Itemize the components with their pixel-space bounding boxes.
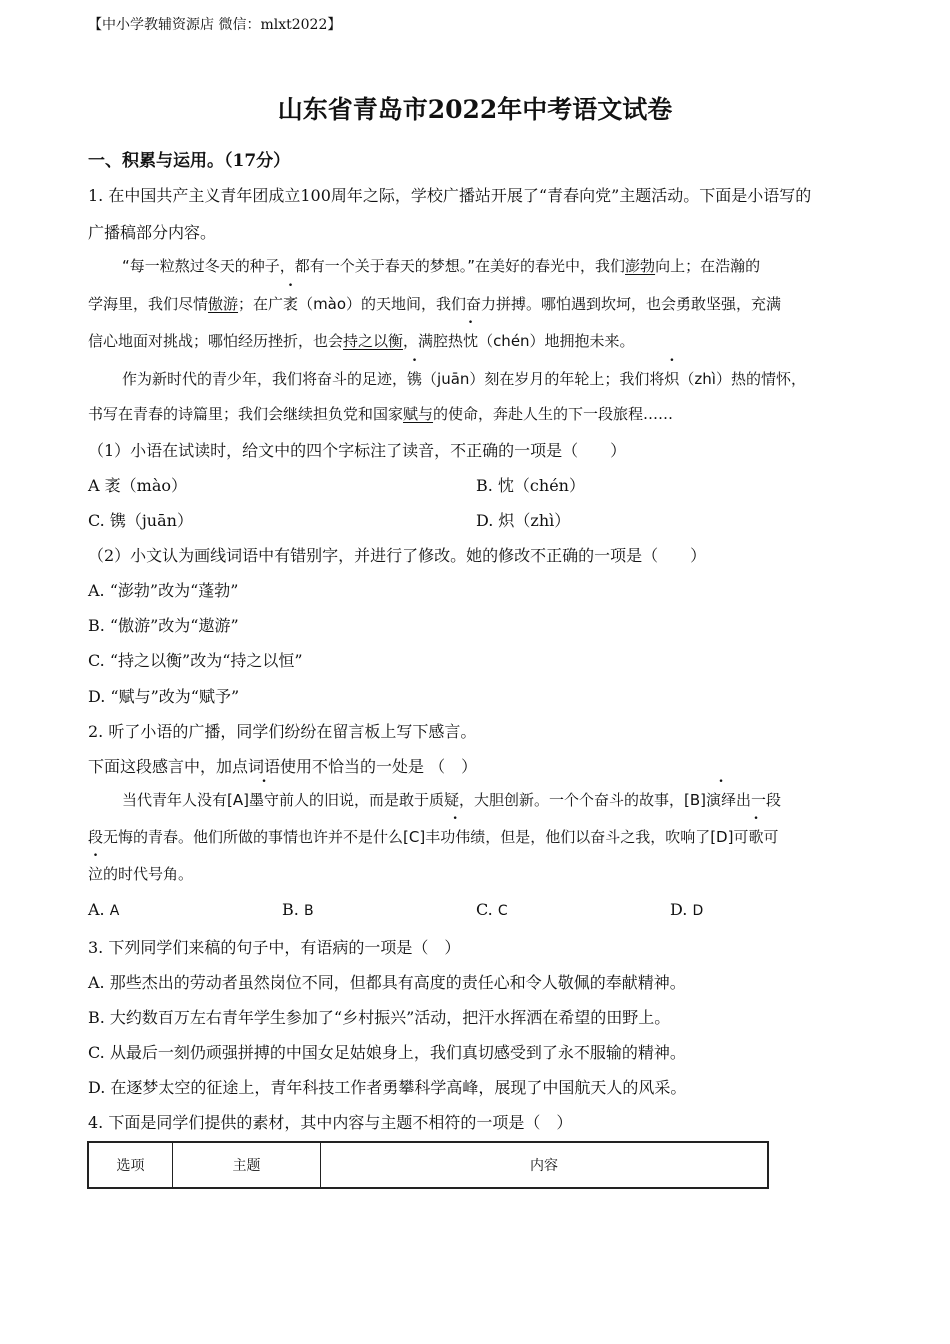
option-value: D [692,903,704,919]
q1-sub1-option-b: B. 忱（chén） [476,476,585,495]
text-run: 向上；在浩瀚的 [655,257,761,275]
q3-option-b: B. 大约数百万左右青年学生参加了“乡村振兴”活动，把汗水挥洒在希望的田野上。 [88,1008,671,1027]
q1-sub1-option-d: D. 炽（zhì） [476,511,571,530]
q2-option-c [476,900,508,919]
text-run: 书写在青春的诗篇里；我们会继续担负党和国家 [88,405,404,423]
option-value: A [109,903,120,919]
underlined-word: 持之以衡 [343,332,404,350]
option-value: B [303,903,314,919]
text-run: 段无悔的青春。他们所做的事情也许并不是什么[C] [88,828,426,846]
dotted-word: 丰功伟绩 [425,828,486,846]
q1-intro-line1: 1. 在中国共产主义青年团成立100周年之际，学校广播站开展了“青春向党”主题活动。下面是小语写的 [88,186,812,205]
text-run: （mào）的天地间，我们奋力拼搏。哪怕遇到坎坷，也会勇敢坚强，充满 [298,295,782,313]
q1-passage-line5 [88,403,673,424]
q2-passage-line3 [88,863,193,884]
q1-sub1-option-c: C. 镌（juān） [88,511,193,530]
q1-sub2-option-d: D. “赋与”改为“赋予” [88,687,240,706]
dotted-char: 袤 [283,295,299,313]
section-heading: 一、积累与运用。（17分） [88,151,291,171]
dotted-char: 炽 [664,370,680,388]
text-run: 出一段 [736,791,782,809]
q2-option-b [282,900,314,919]
header-note: 【中小学教辅资源店 微信：mlxt2022】 [88,17,342,33]
table-header-cell: 主题 [173,1143,321,1187]
underlined-word: 傲游 [208,295,239,313]
q4-intro: 4. 下面是同学们提供的素材，其中内容与主题不相符的一项是（ ） [88,1113,573,1132]
text-run: 的使命，奔赴人生的下一段旅程…… [433,405,674,423]
q1-sub2-option-c: C. “持之以衡”改为“持之以恒” [88,651,303,670]
dotted-word: 可歌可 [733,828,779,846]
q2-passage-line2 [88,826,778,847]
q1-intro-line2: 广播稿部分内容。 [88,223,217,242]
dotted-word: 演绎 [705,791,736,809]
table-header-cell: 选项 [89,1143,173,1187]
underlined-word: 赋与 [403,405,434,423]
q2-intro-line1: 2. 听了小语的广播，同学们纷纷在留言板上写下感言。 [88,722,477,741]
q1-passage-line4 [122,368,806,389]
q3-option-c: C. 从最后一刻仍顽强拼搏的中国女足姑娘身上，我们真切感受到了永不服输的精神。 [88,1043,686,1062]
q3-intro: 3. 下列同学们来稿的句子中，有语病的一项是（ ） [88,938,461,957]
q1-passage-line3 [88,330,635,351]
text-run: 的时代号角。 [103,865,194,883]
text-run: ，但是，他们以奋斗之我，吹响了[D] [485,828,734,846]
text-run: 前人的旧说，而是敢于质疑，大胆创新。一个个奋斗的故事，[B] [278,791,706,809]
page-title: 山东省青岛市2022年中考语文试卷 [277,95,673,124]
option-key: B. [282,900,304,919]
text-run: 当代青年人没有[A] [122,791,249,809]
table-header-cell: 内容 [530,1158,558,1174]
option-key: D. [670,900,693,919]
text-run: “每一粒熬过冬天的种子，都有一个关于春天的梦想。”在美好的春光中，我们 [122,257,626,275]
text-run: ，满腔热 [403,332,464,350]
underlined-word: 澎勃 [625,257,656,275]
text-run: ；在广 [238,295,284,313]
text-run: 信心地面对挑战；哪怕经历挫折，也会 [88,332,344,350]
q1-sub2-prompt: （2）小文认为画线词语中有错别字，并进行了修改。她的修改不正确的一项是（ ） [88,546,707,565]
q2-passage-line1 [122,789,781,810]
q3-option-d: D. 在逐梦太空的征途上，青年科技工作者勇攀科学高峰，展现了中国航天人的风采。 [88,1078,687,1097]
text-run: 学海里，我们尽情 [88,295,209,313]
option-key: C. [476,900,498,919]
dotted-char: 镌 [407,370,423,388]
q1-sub1-option-a: A 袤（mào） [88,476,187,495]
dotted-word: 墨守 [248,791,279,809]
q1-sub2-option-a: A. “澎勃”改为“蓬勃” [88,581,239,600]
option-key: A. [88,900,110,919]
text-run: （zhì）热的情怀， [679,370,806,388]
text-run: （chén）地拥抱未来。 [478,332,635,350]
q1-sub2-option-b: B. “傲游”改为“遨游” [88,616,239,635]
q1-sub1-prompt: （1）小语在试读时，给文中的四个字标注了读音，不正确的一项是（ ） [88,441,627,460]
q2-option-a [88,900,119,919]
option-value: C [497,903,508,919]
text-run: 作为新时代的青少年，我们将奋斗的足迹， [122,370,408,388]
q2-intro-line2: 下面这段感言中，加点词语使用不恰当的一处是 （ ） [88,757,478,776]
text-run: （juān）刻在岁月的年轮上；我们将 [422,370,665,388]
q4-table-header [87,1141,769,1189]
q1-passage-line2 [88,293,781,314]
q2-option-d [670,900,703,919]
q1-passage-line1 [122,255,760,276]
q3-option-a: A. 那些杰出的劳动者虽然岗位不同，但都具有高度的责任心和令人敬佩的奉献精神。 [88,973,686,992]
dotted-char: 泣 [88,865,104,883]
dotted-char: 忱 [463,332,479,350]
